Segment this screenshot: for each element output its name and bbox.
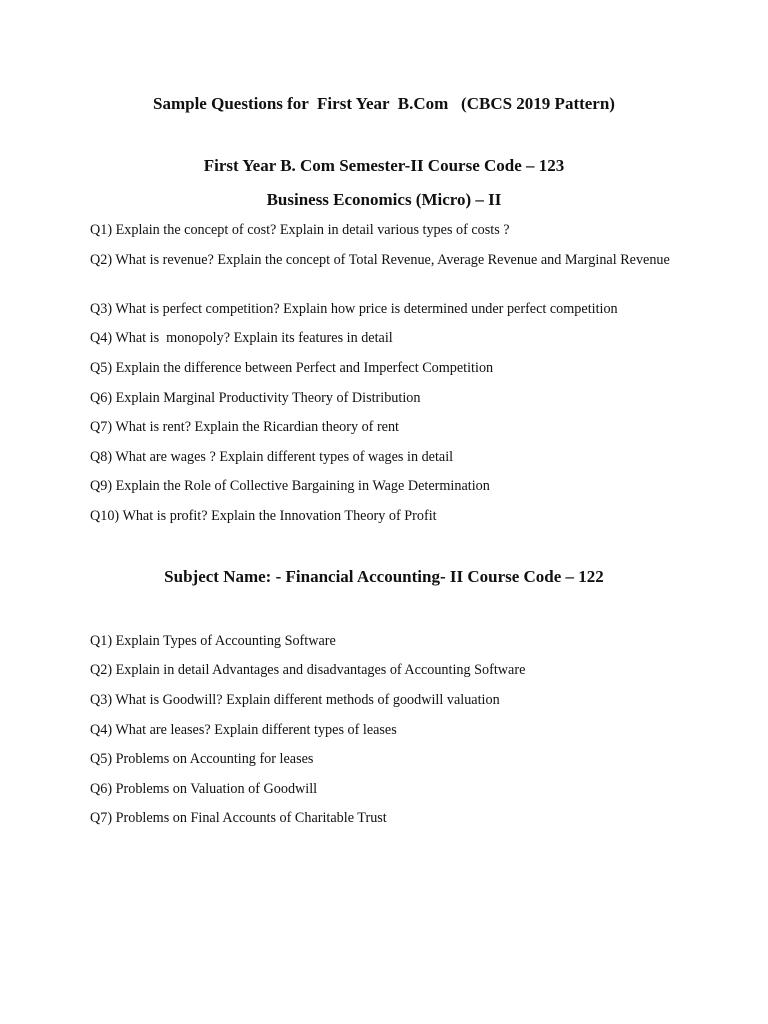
section1-question-2: Q2) What is revenue? Explain the concept of Total Revenue, Average Revenue and Marginal Revenue bbox=[90, 252, 670, 268]
section2-question-4: Q4) What are leases? Explain different types of leases bbox=[90, 722, 397, 738]
section1-question-8: Q8) What are wages ? Explain different types of wages in detail bbox=[90, 449, 454, 465]
section1-title: First Year B. Com Semester-II Course Code – 123 bbox=[203, 156, 565, 175]
section1-subtitle: Business Economics (Micro) – II bbox=[266, 190, 502, 209]
section2-question-7: Q7) Problems on Final Accounts of Charitable Trust bbox=[90, 810, 387, 826]
section2-title: Subject Name: - Financial Accounting- II Course Code – 122 bbox=[164, 567, 604, 586]
section1-question-4: Q4) What is monopoly? Explain its features in detail bbox=[90, 330, 393, 346]
section1-question-3: Q3) What is perfect competition? Explain how price is determined under perfect competition bbox=[90, 301, 618, 317]
section2-question-1: Q1) Explain Types of Accounting Software bbox=[90, 633, 336, 649]
section1-question-7: Q7) What is rent? Explain the Ricardian theory of rent bbox=[90, 419, 400, 435]
section1-question-5: Q5) Explain the difference between Perfect and Imperfect Competition bbox=[90, 360, 494, 376]
section2-question-2: Q2) Explain in detail Advantages and disadvantages of Accounting Software bbox=[90, 662, 526, 678]
section2-question-6: Q6) Problems on Valuation of Goodwill bbox=[90, 781, 318, 797]
section1-question-1: Q1) Explain the concept of cost? Explain in detail various types of costs ? bbox=[90, 222, 510, 238]
section1-question-10: Q10) What is profit? Explain the Innovation Theory of Profit bbox=[90, 508, 437, 524]
section1-question-9: Q9) Explain the Role of Collective Bargaining in Wage Determination bbox=[90, 478, 490, 494]
section1-question-6: Q6) Explain Marginal Productivity Theory of Distribution bbox=[90, 390, 421, 406]
section2-question-3: Q3) What is Goodwill? Explain different methods of goodwill valuation bbox=[90, 692, 500, 708]
section2-question-5: Q5) Problems on Accounting for leases bbox=[90, 751, 314, 767]
main-title: Sample Questions for First Year B.Com (CBCS 2019 Pattern) bbox=[153, 94, 615, 113]
